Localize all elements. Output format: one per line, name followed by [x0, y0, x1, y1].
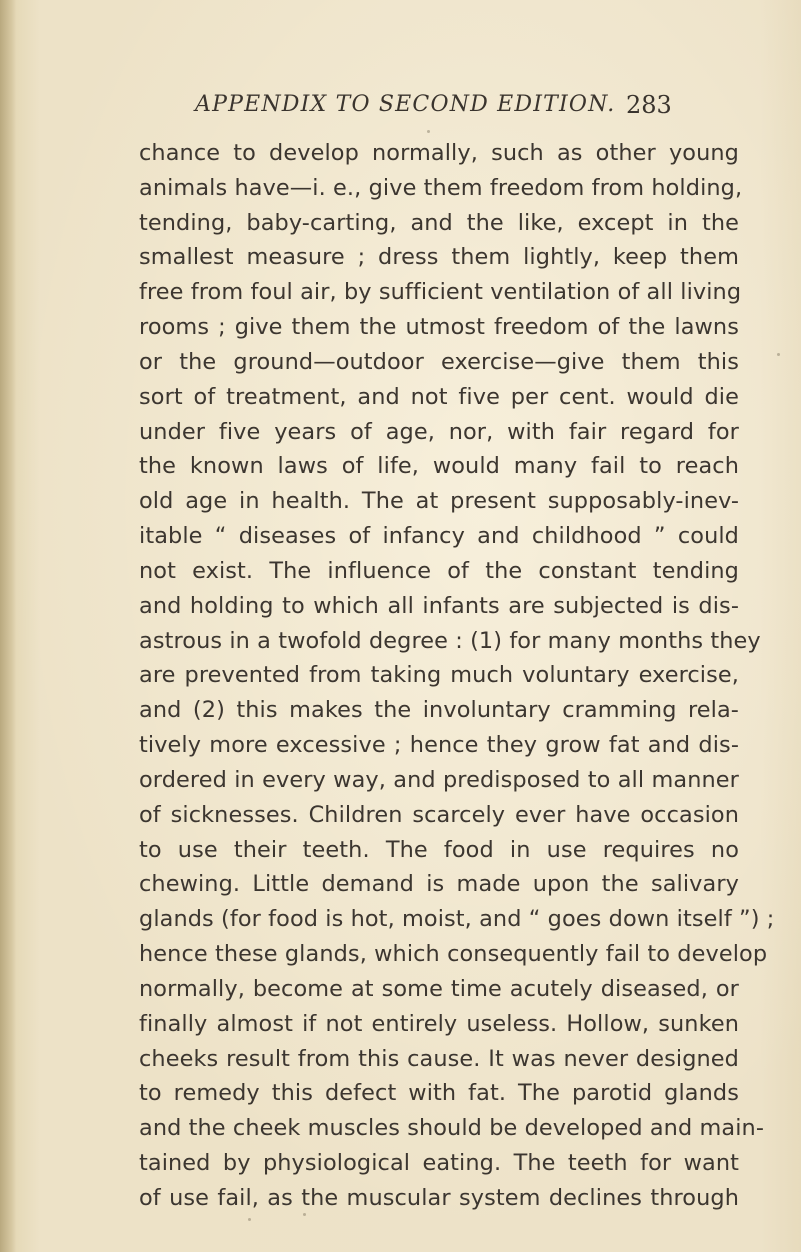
text-line: rooms ; give them the utmost freedom of the lawns: [139, 314, 739, 341]
text-line: and the cheek muscles should be developed and main-: [139, 1115, 765, 1142]
paper-speck: [303, 1213, 306, 1216]
running-title: APPENDIX TO SECOND EDITION.: [195, 92, 616, 117]
text-line: finally almost if not entirely useless. Hollow, sunken: [139, 1010, 739, 1037]
text-line: of use fail, as the muscular system declines through: [139, 1184, 739, 1211]
text-line: hence these glands, which consequently fail to develop: [139, 941, 768, 968]
page-gutter-shadow: [0, 0, 16, 1252]
text-line: ordered in every way, and predisposed to all manner: [139, 766, 739, 793]
text-line: cheeks result from this cause. It was never designed: [139, 1045, 739, 1072]
text-line: itable “ diseases of infancy and childhood ” could: [139, 523, 739, 550]
page-header: [0, 92, 801, 132]
text-line: normally, become at some time acutely diseased, or: [139, 975, 739, 1002]
text-line: glands (for food is hot, moist, and “ goes down itself ”) ;: [139, 906, 775, 933]
text-line: old age in health. The at present supposably-inev-: [139, 488, 739, 515]
text-line: and (2) this makes the involuntary cramming rela-: [139, 697, 739, 724]
paper-speck: [248, 1218, 251, 1221]
text-line: tively more excessive ; hence they grow fat and dis-: [139, 732, 739, 759]
text-line: under five years of age, nor, with fair regard for: [139, 418, 739, 445]
text-line: and holding to which all infants are subjected is dis-: [139, 592, 739, 619]
text-line: free from foul air, by sufficient ventilation of all living: [139, 279, 742, 306]
text-line: chewing. Little demand is made upon the salivary: [139, 871, 739, 898]
text-line: to use their teeth. The food in use requires no: [139, 836, 739, 863]
text-line: not exist. The influence of the constant tending: [139, 557, 739, 584]
text-line: or the ground—outdoor exercise—give them this: [139, 348, 739, 375]
text-line: tending, baby-carting, and the like, except in the: [139, 209, 739, 236]
text-line: to remedy this defect with fat. The parotid glands: [139, 1080, 739, 1107]
body-text: [139, 136, 775, 1216]
text-line: the known laws of life, would many fail to reach: [139, 453, 739, 480]
text-line: chance to develop normally, such as other young: [139, 140, 739, 166]
text-line: smallest measure ; dress them lightly, keep them: [139, 244, 739, 271]
paper-speck: [777, 353, 780, 356]
text-line: tained by physiological eating. The teeth for want: [139, 1150, 739, 1177]
text-line: sort of treatment, and not five per cent. would die: [139, 383, 739, 410]
paper-speck: [427, 130, 430, 133]
text-line: animals have—i. e., give them freedom from holding,: [139, 174, 743, 201]
text-line: astrous in a twofold degree : (1) for many months they: [139, 627, 761, 654]
text-line: are prevented from taking much voluntary exercise,: [139, 662, 739, 689]
text-line: of sicknesses. Children scarcely ever have occasion: [139, 801, 739, 828]
page-number: 283: [626, 91, 672, 119]
